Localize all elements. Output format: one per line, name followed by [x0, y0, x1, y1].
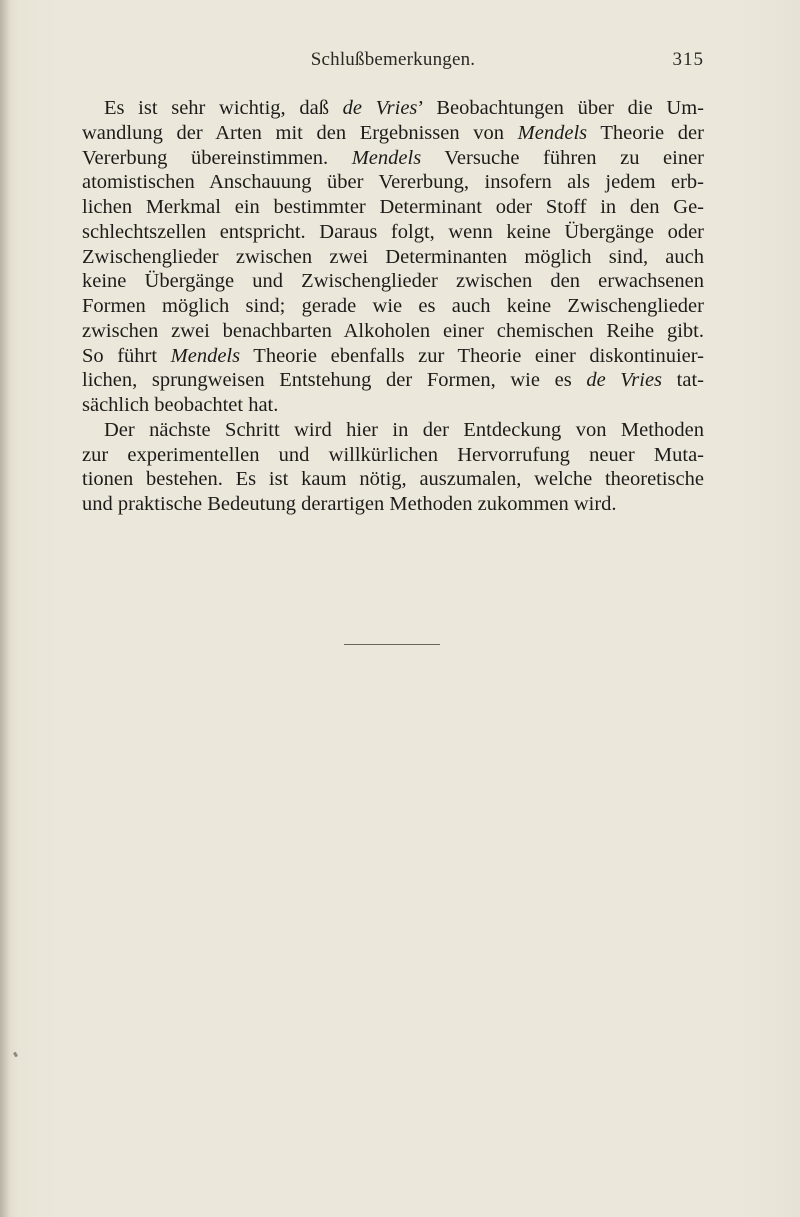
- text-line: sächlich beobachtet hat.: [82, 394, 279, 416]
- text-line: lichen Merkmal ein bestimmter Determinant oder Stoff in den Ge-: [82, 196, 704, 218]
- text-line: zur experimentellen und willkürlichen Hervorrufung neuer Muta-: [82, 443, 704, 466]
- emphasis: de Vries: [342, 97, 418, 119]
- section-end-rule: [344, 644, 440, 645]
- text-line: Vererbung übereinstimmen. Mendels Versuche führen zu einer: [82, 146, 704, 169]
- text-line: Zwischenglieder zwischen zwei Determinanten möglich sind, auch: [82, 245, 704, 268]
- emphasis: Mendels: [517, 121, 588, 144]
- paragraph-2: [82, 418, 704, 517]
- text-line: lichen, sprungweisen Entstehung der Formen, wie es de Vries tat-: [82, 369, 704, 392]
- text-line: Formen möglich sind; gerade wie es auch keine Zwischenglieder: [82, 295, 704, 317]
- emphasis: Mendels: [351, 146, 422, 169]
- text-line: tionen bestehen. Es ist kaum nötig, auszumalen, welche theoretische: [82, 468, 704, 491]
- text-line: Es ist sehr wichtig, daß de Vries’ Beobachtungen über die Um-: [104, 97, 704, 119]
- text-line: schlechtszellen entspricht. Daraus folgt, wenn keine Übergänge oder: [82, 220, 704, 243]
- emphasis: de Vries: [586, 369, 663, 392]
- paragraph-1: [82, 96, 704, 418]
- text-line: Der nächste Schritt wird hier in der Entdeckung von Methoden: [104, 418, 704, 441]
- text-line: keine Übergänge und Zwischenglieder zwischen den erwachsenen: [82, 270, 704, 293]
- emphasis: Mendels: [170, 344, 241, 367]
- text-line: und praktische Bedeutung derartigen Methoden zukommen wird.: [82, 493, 617, 515]
- running-title: Schlußbemerkungen.: [310, 49, 476, 70]
- text-line: atomistischen Anschauung über Vererbung, insofern als jedem erb-: [82, 171, 704, 194]
- text-line: zwischen zwei benachbarten Alkoholen einer chemischen Reihe gibt.: [82, 319, 704, 342]
- page-number: 315: [672, 49, 704, 70]
- text-line: wandlung der Arten mit den Ergebnissen von Mendels Theorie der: [82, 121, 704, 144]
- body-text: [82, 96, 704, 517]
- running-head: [82, 49, 704, 73]
- text-line: So führt Mendels Theorie ebenfalls zur Theorie einer diskontinuier-: [82, 344, 704, 367]
- page-gutter-shadow: [0, 0, 10, 1217]
- paper-speck: [13, 1052, 18, 1058]
